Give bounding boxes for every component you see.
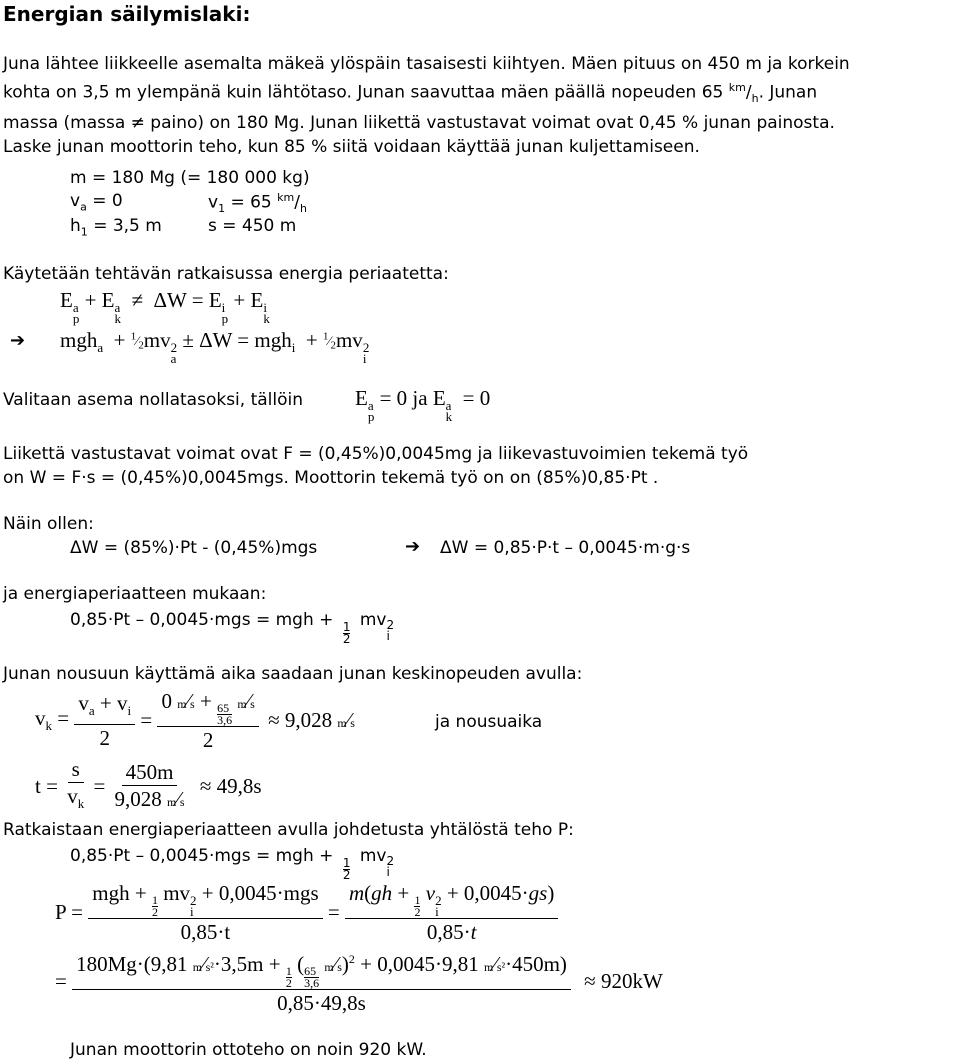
- problem-statement: [3, 52, 953, 159]
- energy-equation-repeat: 0,85·Pt – 0,0045·mgs = mgh + $\frac{1}{2}$ mv 2 i: [70, 846, 395, 882]
- given-v1: $v_1 = 65$ $^{km}/_h$: [208, 191, 307, 216]
- intro-line-2: kohta on 3,5 m ylempänä kuin lähtötaso. Junan saavuttaa mäen päällä nopeuden 65 $^{km}/_h$. Junan: [3, 81, 818, 106]
- reference-label: Valitaan asema nollatasoksi, tällöin: [3, 390, 304, 410]
- friction-line-2: on W = F·s = (0,45%)0,0045mgs. Moottorin tekemä työ on on (85%)0,85·Pt .: [3, 468, 659, 488]
- intro-line-1: Juna lähtee liikkeelle asemalta mäkeä ylöspäin tasaisesti kiihtyen. Mäen pituus on 450 m ja korkein: [3, 54, 850, 74]
- power-formula: P = mgh + $\frac{1}{2}$ mv 2 i + 0,0045·mgs 0,85·t = m(gh + $\frac{1}{2}$ v 2 i + 0,0045·gs) 0,85·t: [55, 880, 558, 945]
- intro-line-3: massa (massa ≠ paino) on 180 Mg. Junan liikettä vastustavat voimat ovat 0,45 % junan painosta.: [3, 113, 835, 134]
- solve-label: Ratkaistaan energiaperiaatteen avulla johdetusta yhtälöstä teho P:: [3, 820, 574, 840]
- work-equation-2: ΔW = 0,85·P·t – 0,0045·m·g·s: [440, 538, 691, 558]
- work-equation-1: ΔW = (85%)·Pt - (0,45%)mgs: [70, 538, 318, 558]
- reference-equation: E a p = 0 ja E a k = 0: [355, 386, 491, 424]
- rise-time-equation: t = $\frac{s}{v_k}$ = $\frac{450m}{9,028 m⁄s}$ ≈ 49,8s: [35, 757, 262, 812]
- energy-equation: 0,85·Pt – 0,0045·mgs = mgh + $\frac{1}{2}$ mv 2 i: [70, 610, 395, 646]
- conclusion: Junan moottorin ottoteho on noin 920 kW.: [70, 1040, 427, 1060]
- given-va: $v_a = 0$: [70, 191, 123, 214]
- given-mass: m = 180 Mg (= 180 000 kg): [70, 168, 310, 188]
- principle-equation: E a p + E a k ≠ ΔW = E i p + E i k: [60, 288, 270, 326]
- implies-arrow: ➔: [10, 330, 26, 351]
- friction-line-1: Liikettä vastustavat voimat ovat F = (0,45%)0,0045mg ja liikevastuvoimien tekemä työ: [3, 444, 749, 464]
- mean-velocity-equation: $v_k$ = $\frac{v_a + v_i}{2}$ = 0 m⁄s + $\frac{65}{3,6}$ m⁄s 2 ≈ 9,028 m⁄s: [35, 689, 355, 752]
- principle-expanded: $mgh_a + ^1⁄_2mv$ 2 a ± $\Delta W = mgh_i + ^1⁄_2mv$ 2 i: [60, 328, 370, 366]
- given-s: s = 450 m: [208, 216, 297, 236]
- rise-time-label: ja nousuaika: [435, 712, 543, 732]
- given-h1: $h_1 = 3,5$ m: [70, 216, 162, 239]
- intro-line-4: Laske junan moottorin teho, kun 85 % siitä voidaan käyttää junan kuljettamiseen.: [3, 137, 700, 158]
- power-numeric: = 180Mg·(9,81 m⁄s²·3,5m + $\frac{1}{2}$ ( $\frac{65}{3,6}$ m⁄s)$^2$ + 0,0045·9,81 m⁄s²·450m) 0,85·49,8s ≈ 920kW: [55, 946, 663, 1016]
- implies-arrow: ➔: [405, 536, 421, 557]
- time-label: Junan nousuun käyttämä aika saadaan junan keskinopeuden avulla:: [3, 664, 583, 684]
- page-title: Energian säilymislaki:: [3, 2, 251, 26]
- thus-label: Näin ollen:: [3, 514, 94, 534]
- principle-label: Käytetään tehtävän ratkaisussa energia periaatetta:: [3, 264, 449, 284]
- energy-label: ja energiaperiaatteen mukaan:: [3, 584, 267, 604]
